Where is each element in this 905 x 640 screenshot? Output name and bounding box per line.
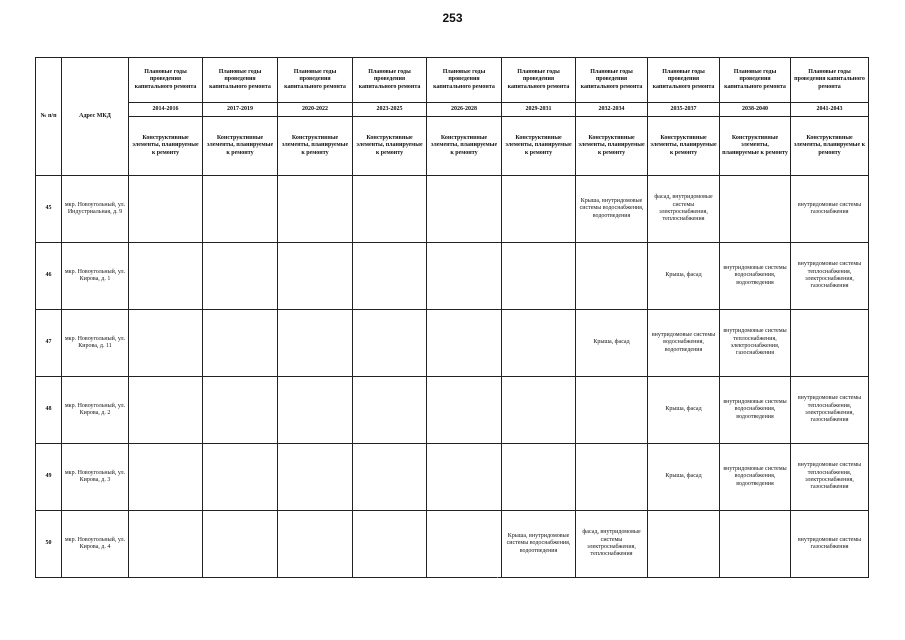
repair-works-cell — [576, 377, 648, 444]
header-elements: Конструктивные элементы, планируемые к ремонту — [791, 117, 869, 176]
table-row — [36, 243, 869, 310]
header-elements: Конструктивные элементы, планируемые к ремонту — [576, 117, 648, 176]
row-address: мкр. Новоугольный, ул. Кирова, д. 3 — [62, 444, 129, 511]
repair-works-cell: внутридомовые системы водоснабжения, водоотведения — [720, 243, 791, 310]
repair-works-cell — [502, 377, 576, 444]
row-number: 47 — [36, 310, 62, 377]
repair-works-cell — [648, 511, 720, 578]
repair-works-cell — [427, 444, 502, 511]
repair-works-cell: внутридомовые системы водоснабжения, водоотведения — [720, 444, 791, 511]
repair-works-cell: Крыша, фасад — [648, 444, 720, 511]
header-year-range: 2032-2034 — [576, 103, 648, 117]
row-number: 45 — [36, 176, 62, 243]
header-year-range: 2023-2025 — [353, 103, 427, 117]
repair-works-cell — [278, 243, 353, 310]
repair-works-cell: внутридомовые системы теплоснабжения, электроснабжения, газоснабжения — [791, 444, 869, 511]
repair-works-cell — [129, 444, 203, 511]
header-elements: Конструктивные элементы, планируемые к ремонту — [278, 117, 353, 176]
repair-works-cell: внутридомовые системы водоснабжения, водоотведения — [648, 310, 720, 377]
repair-works-cell: фасад, внутридомовые системы электроснабжения, теплоснабжения — [648, 176, 720, 243]
header-planned-years: Плановые годы проведения капитального ремонта — [502, 58, 576, 103]
repair-works-cell — [129, 243, 203, 310]
capital-repair-plan-table — [35, 57, 869, 578]
repair-works-cell: внутридомовые системы газоснабжения — [791, 511, 869, 578]
header-year-range: 2038-2040 — [720, 103, 791, 117]
repair-works-cell: Крыша, внутридомовые системы водоснабжения, водоотведения — [502, 511, 576, 578]
header-elements: Конструктивные элементы, планируемые к ремонту — [648, 117, 720, 176]
table-row — [36, 444, 869, 511]
header-year-range: 2014-2016 — [129, 103, 203, 117]
repair-works-cell — [278, 310, 353, 377]
repair-works-cell — [502, 310, 576, 377]
repair-works-cell: внутридомовые системы теплоснабжения, электроснабжения, газоснабжения — [791, 377, 869, 444]
repair-works-cell — [278, 377, 353, 444]
repair-works-cell — [353, 444, 427, 511]
repair-works-cell — [353, 310, 427, 377]
repair-works-cell — [129, 511, 203, 578]
repair-works-cell — [720, 511, 791, 578]
repair-works-cell — [278, 176, 353, 243]
row-address: мкр. Новоугольный, ул. Кирова, д. 2 — [62, 377, 129, 444]
repair-works-cell — [278, 444, 353, 511]
header-row-elements — [36, 117, 869, 176]
repair-works-cell — [203, 511, 278, 578]
header-elements: Конструктивные элементы, планируемые к ремонту — [129, 117, 203, 176]
table-row — [36, 310, 869, 377]
header-planned-years: Плановые годы проведения капитального ремонта — [576, 58, 648, 103]
header-row-years — [36, 58, 869, 103]
repair-works-cell — [502, 243, 576, 310]
repair-works-cell: Крыша, фасад — [576, 310, 648, 377]
table-row — [36, 511, 869, 578]
repair-works-cell — [203, 377, 278, 444]
header-year-range: 2029-2031 — [502, 103, 576, 117]
page-number: 253 — [442, 11, 463, 25]
header-row-ranges — [36, 103, 869, 117]
header-elements: Конструктивные элементы, планируемые к ремонту — [502, 117, 576, 176]
header-year-range: 2017-2019 — [203, 103, 278, 117]
header-planned-years: Плановые годы проведения капитального ремонта — [203, 58, 278, 103]
row-number: 49 — [36, 444, 62, 511]
repair-works-cell — [427, 243, 502, 310]
repair-works-cell: Крыша, внутридомовые системы водоснабжения, водоотведения — [576, 176, 648, 243]
repair-works-cell: внутридомовые системы водоснабжения, водоотведения — [720, 377, 791, 444]
repair-works-cell: внутридомовые системы теплоснабжения, электроснабжения, газоснабжения — [720, 310, 791, 377]
repair-works-cell — [427, 511, 502, 578]
row-address: мкр. Новоугольный, ул. Кирова, д. 11 — [62, 310, 129, 377]
row-address: мкр. Новоугольный, ул. Индустриальная, д. 9 — [62, 176, 129, 243]
header-elements: Конструктивные элементы, планируемые к ремонту — [427, 117, 502, 176]
header-elements: Конструктивные элементы, планируемые к ремонту — [720, 117, 791, 176]
repair-works-cell — [791, 310, 869, 377]
repair-works-cell: фасад, внутридомовые системы электроснабжения, теплоснабжения — [576, 511, 648, 578]
repair-works-cell: Крыша, фасад — [648, 243, 720, 310]
repair-works-cell: Крыша, фасад — [648, 377, 720, 444]
header-address: Адрес МКД — [62, 58, 129, 176]
repair-works-cell — [203, 176, 278, 243]
header-elements: Конструктивные элементы, планируемые к ремонту — [353, 117, 427, 176]
header-planned-years: Плановые годы проведения капитального ремонта — [353, 58, 427, 103]
repair-works-cell — [353, 377, 427, 444]
repair-works-cell — [427, 310, 502, 377]
header-year-range: 2035-2037 — [648, 103, 720, 117]
repair-works-cell — [203, 444, 278, 511]
repair-works-cell — [576, 243, 648, 310]
row-address: мкр. Новоугольный, ул. Кирова, д. 1 — [62, 243, 129, 310]
row-number: 50 — [36, 511, 62, 578]
repair-works-cell — [502, 176, 576, 243]
repair-works-cell — [502, 444, 576, 511]
repair-works-cell — [353, 243, 427, 310]
repair-works-cell — [129, 310, 203, 377]
row-number: 48 — [36, 377, 62, 444]
repair-works-cell — [427, 377, 502, 444]
repair-works-cell — [203, 310, 278, 377]
row-number: 46 — [36, 243, 62, 310]
repair-works-cell — [720, 176, 791, 243]
table-row — [36, 377, 869, 444]
header-planned-years: Плановые годы проведения капитального ремонта — [278, 58, 353, 103]
table-row — [36, 176, 869, 243]
header-planned-years: Плановые годы проведения капитального ремонта — [791, 58, 869, 103]
header-year-range: 2026-2028 — [427, 103, 502, 117]
scan-speck — [497, 577, 498, 578]
header-row-number: № п/п — [36, 58, 62, 176]
repair-works-cell — [576, 444, 648, 511]
repair-works-cell — [203, 243, 278, 310]
repair-works-cell — [353, 176, 427, 243]
header-year-range: 2020-2022 — [278, 103, 353, 117]
repair-works-cell — [129, 377, 203, 444]
repair-works-cell — [278, 511, 353, 578]
repair-works-cell — [427, 176, 502, 243]
repair-works-cell — [353, 511, 427, 578]
header-year-range: 2041-2043 — [791, 103, 869, 117]
row-address: мкр. Новоугольный, ул. Кирова, д. 4 — [62, 511, 129, 578]
header-planned-years: Плановые годы проведения капитального ремонта — [427, 58, 502, 103]
header-planned-years: Плановые годы проведения капитального ремонта — [648, 58, 720, 103]
header-planned-years: Плановые годы проведения капитального ремонта — [720, 58, 791, 103]
repair-works-cell: внутридомовые системы газоснабжения — [791, 176, 869, 243]
repair-works-cell — [129, 176, 203, 243]
repair-works-cell: внутридомовые системы теплоснабжения, электроснабжения, газоснабжения — [791, 243, 869, 310]
header-elements: Конструктивные элементы, планируемые к ремонту — [203, 117, 278, 176]
header-planned-years: Плановые годы проведения капитального ремонта — [129, 58, 203, 103]
